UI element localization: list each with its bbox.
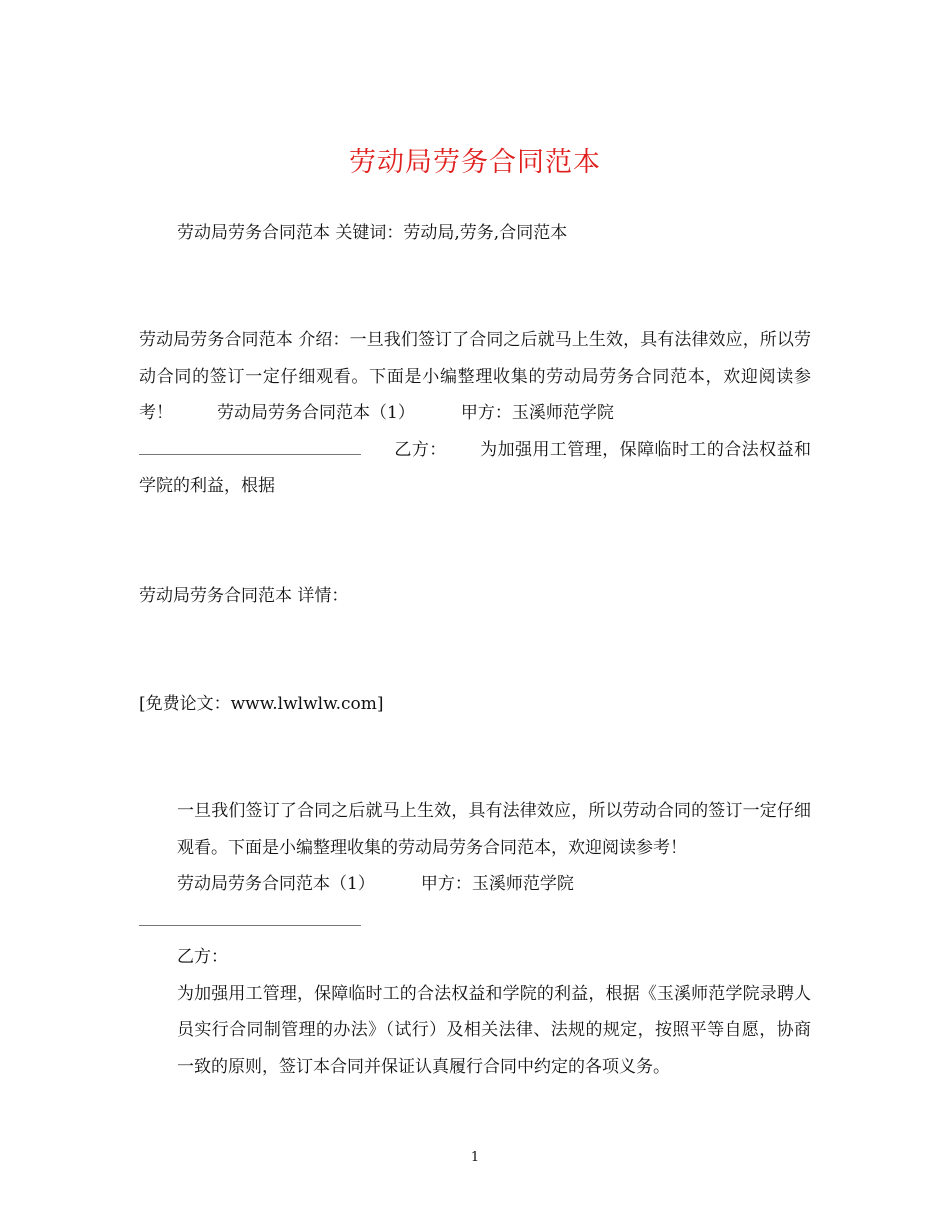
page-number: 1 [470, 1150, 480, 1165]
intro-party-b: 乙方： [394, 439, 447, 460]
body-party-a: 甲方：玉溪师范学院 [420, 874, 574, 894]
details-heading: 劳动局劳务合同范本 详情： [139, 586, 349, 606]
intro-contract-heading: 劳动局劳务合同范本（1） [217, 403, 415, 423]
intro-paragraph [139, 322, 811, 505]
keywords-line: 劳动局劳务合同范本 关键词：劳动局,劳务,合同范本 [177, 223, 568, 243]
document-title: 劳动局劳务合同范本 [349, 147, 601, 178]
body-section [139, 793, 811, 1085]
intro-party-a: 甲方：玉溪师范学院 [460, 403, 614, 423]
body-signature-row [139, 903, 811, 940]
intro-purpose-text: 为加强用工管理，保障临时工的合法权益和学院的利益，根据 [139, 439, 812, 496]
body-paragraph-intro: 一旦我们签订了合同之后就马上生效，具有法律效应，所以劳动合同的签订一定仔细观看。下面是小编整理收集的劳动局劳务合同范本，欢迎阅读参考！ [177, 801, 811, 858]
body-paragraph-purpose: 为加强用工管理，保障临时工的合法权益和学院的利益，根据《玉溪师范学院录聘人员实行合同制管理的办法》（试行）及相关法律、法规的规定，按照平等自愿，协商一致的原则，签订本合同并保证认真履行合同中约定的各项义务。 [177, 983, 811, 1077]
body-party-b: 乙方： [177, 947, 228, 967]
source-line: [免费论文：www.lwlwlw.com] [139, 694, 384, 714]
intro-signature-line [139, 440, 361, 455]
body-contract-line [139, 866, 811, 903]
body-signature-line [139, 911, 361, 926]
body-contract-heading: 劳动局劳务合同范本（1） [177, 874, 375, 894]
intro-text: 劳动局劳务合同范本 介绍：一旦我们签订了合同之后就马上生效，具有法律效应，所以劳动合同的签订一定仔细观看。下面是小编整理收集的劳动局劳务合同范本，欢迎阅读参考！ [139, 330, 811, 423]
